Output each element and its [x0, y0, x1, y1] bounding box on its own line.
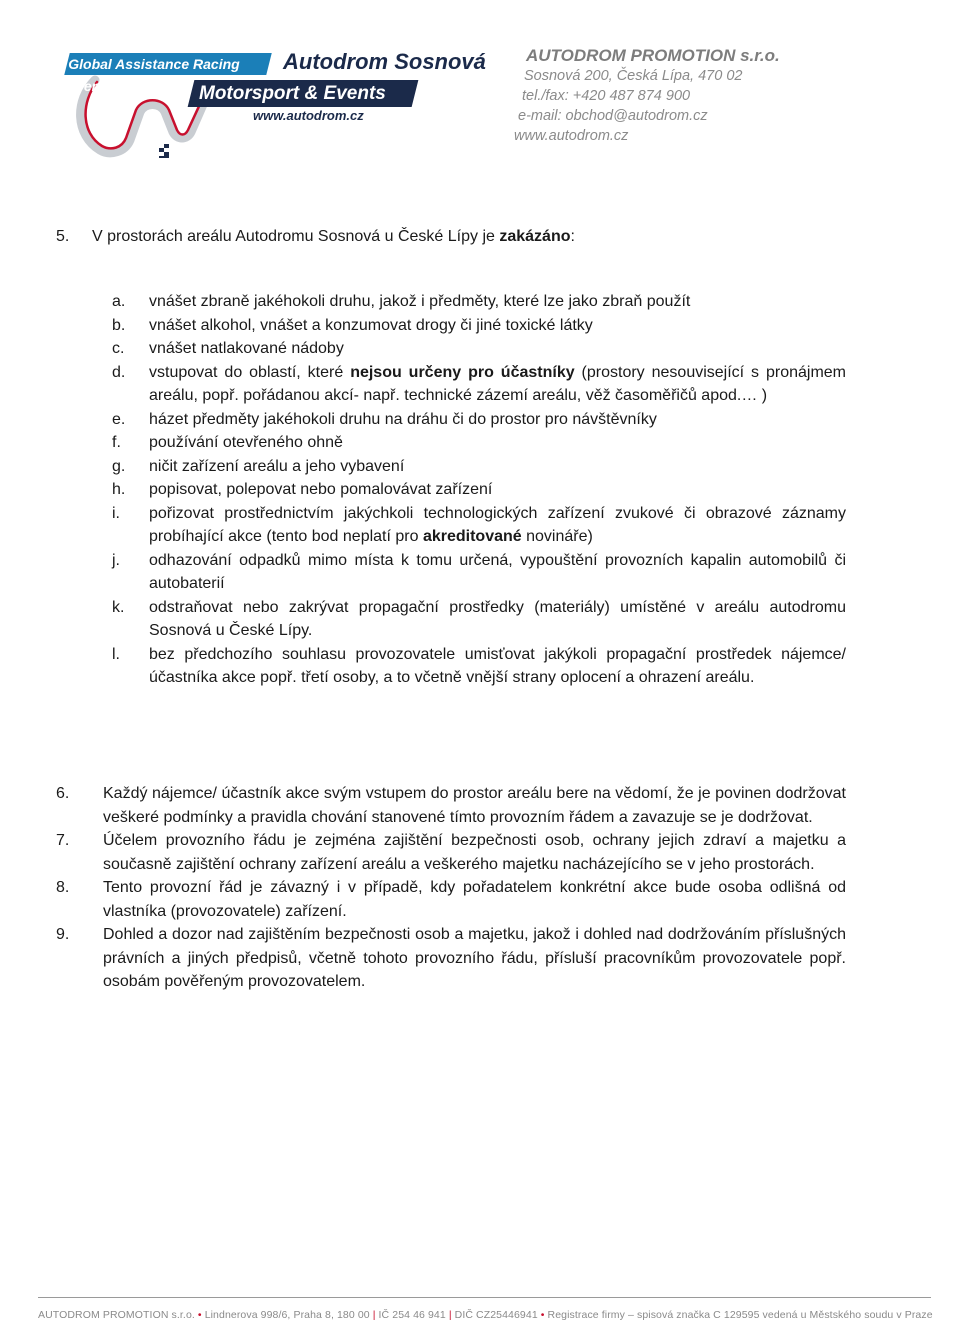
list-item [112, 337, 846, 361]
text-part: (prostory nesouvisející s pronájmem areálu, popř. pořádanou akcí- např. technické zázemí areálu, věž časoměřičů apod.… ) [149, 363, 847, 404]
point-number: 6. [56, 785, 70, 802]
footer-address: Lindnerova 998/6, Praha 8, 180 00 [204, 1309, 370, 1321]
list-item-text: ničit zařízení areálu a jeho vybavení [149, 457, 405, 475]
logo-website: www.autodrom.cz [253, 108, 364, 123]
list-item [112, 361, 846, 408]
list-item [112, 408, 846, 432]
point-item [56, 829, 846, 876]
company-website[interactable]: www.autodrom.cz [514, 128, 629, 144]
list-item [112, 549, 846, 596]
list-marker: a. [112, 293, 126, 310]
list-marker: e. [112, 410, 126, 428]
list-item-text: odhazování odpadků mimo místa k tomu určená, vypouštění provozních kapalin automobilů či autobaterií [149, 551, 846, 592]
section-bold: zakázáno [499, 228, 571, 245]
company-contact-block [514, 46, 780, 146]
logo-brand-name: Autodrom Sosnová [283, 49, 486, 74]
list-marker: l. [112, 645, 120, 663]
footer-ic: IČ 254 46 941 [378, 1309, 446, 1321]
point-item [56, 782, 846, 829]
list-item [112, 314, 846, 338]
list-marker: c. [112, 340, 125, 357]
point-item [56, 923, 846, 994]
text-bold: nejsou určeny pro účastníky [350, 363, 575, 381]
logo-tagline: Global Assistance Racing Arena [64, 53, 271, 75]
list-item-text: vnášet zbraně jakéhokoli druhu, jakož i předměty, které lze jako zbraň použít [149, 293, 691, 310]
text-part: novináře) [521, 528, 593, 545]
point-text: Každý nájemce/ účastník akce svým vstupem do prostor areálu bere na vědomí, že je povinen dodržovat veškeré podmínky a pravidla chování stanovené tímto provozním řádem a zavazuje se je dodržovat. [103, 785, 846, 826]
text-part: pořizovat prostřednictvím jakýchkoli technologických zařízení zvukové či obrazové záznamy probíhající akce (tento bod neplatí pro [149, 504, 846, 545]
point-text: Tento provozní řád je závazný i v případě, kdy pořadatelem konkrétní akce bude osoba odlišná od vlastníka (provozovatele) zařízení. [103, 879, 846, 920]
point-item [56, 876, 846, 923]
company-address: Sosnová 200, Česká Lípa, 470 02 [524, 68, 743, 84]
letterhead [0, 0, 960, 170]
point-number: 7. [56, 832, 70, 849]
list-marker: d. [112, 363, 126, 381]
footer-separator: • [540, 1309, 545, 1321]
point-text: Dohled a dozor nad zajištěním bezpečnosti osob a majetku, jakož i dohled nad dodržováním příslušných právních a jiných předpisů, včetně tohoto provozního řádu, přísluší pracovníkům provozovatele popř. osobám pověřeným provozovatelem. [103, 926, 846, 990]
list-item [112, 478, 846, 502]
footer-separator: • [197, 1309, 202, 1321]
text-bold: akreditované [422, 528, 522, 545]
list-marker: h. [112, 481, 126, 498]
footer-company: AUTODROM PROMOTION s.r.o. [38, 1309, 195, 1321]
list-marker: i. [112, 504, 120, 522]
list-item-text: odstraňovat nebo zakrývat propagační prostředky (materiály) umístěné v areálu autodromu Sosnová u České Lípy. [149, 598, 846, 639]
point-text: Účelem provozního řádu je zejména zajištění bezpečnosti osob, ochrany jejich zdraví a majetku a současně zajištění ochrany zařízení areálu a veškerého majetku nacházejícího se v jeho prostorách. [103, 832, 846, 873]
list-marker: g. [112, 457, 126, 475]
company-phone: tel./fax: +420 487 874 900 [522, 88, 691, 104]
list-item-text: používání otevřeného ohně [149, 434, 343, 451]
list-item [112, 643, 846, 690]
list-item-text [149, 502, 846, 549]
footer-dic: DIČ CZ25446941 [454, 1309, 538, 1321]
section-5-heading [56, 225, 856, 249]
numbered-points [56, 782, 846, 994]
footer-separator: | [448, 1309, 452, 1321]
list-item-text: vnášet alkohol, vnášet a konzumovat drogy či jiné toxické látky [149, 316, 593, 334]
section-text: V prostorách areálu Autodromu Sosnová u České Lípy je [92, 228, 500, 245]
list-item [112, 596, 846, 643]
list-marker: f. [112, 434, 121, 451]
list-item-text [149, 361, 846, 408]
section-colon: : [570, 228, 575, 245]
list-item [112, 431, 846, 455]
point-number: 8. [56, 879, 70, 896]
footer-separator: | [372, 1309, 376, 1321]
autodrom-logo [55, 40, 486, 165]
list-marker: k. [112, 598, 125, 616]
list-item-text: bez předchozího souhlasu provozovatele umisťovat jakýkoli propagační prostředek nájemce/ účastníka akce popř. třetí osoby, a to včetně vnější strany oplocení a ohrazení areálu. [149, 645, 846, 686]
list-item-text: házet předměty jakéhokoli druhu na dráhu či do prostor pro návštěvníky [149, 410, 657, 428]
list-item [112, 290, 846, 314]
page-footer [38, 1309, 931, 1321]
list-item [112, 455, 846, 479]
logo-subtitle: Motorsport & Events [188, 80, 419, 107]
point-number: 9. [56, 926, 70, 943]
list-marker: j. [112, 551, 120, 569]
list-item [112, 502, 846, 549]
footer-divider [38, 1297, 931, 1298]
company-name: AUTODROM PROMOTION s.r.o. [526, 46, 780, 65]
list-marker: b. [112, 316, 126, 334]
section-number: 5. [56, 228, 70, 245]
footer-registry: Registrace firmy – spisová značka C 129595 vedená u Městského soudu v Praze [547, 1309, 933, 1321]
text-part: vstupovat do oblastí, které [149, 363, 351, 381]
list-item-text: vnášet natlakované nádoby [149, 340, 344, 357]
list-item-text: popisovat, polepovat nebo pomalovávat zařízení [149, 481, 493, 498]
prohibited-list [112, 290, 846, 690]
company-email[interactable]: e-mail: obchod@autodrom.cz [518, 108, 708, 124]
